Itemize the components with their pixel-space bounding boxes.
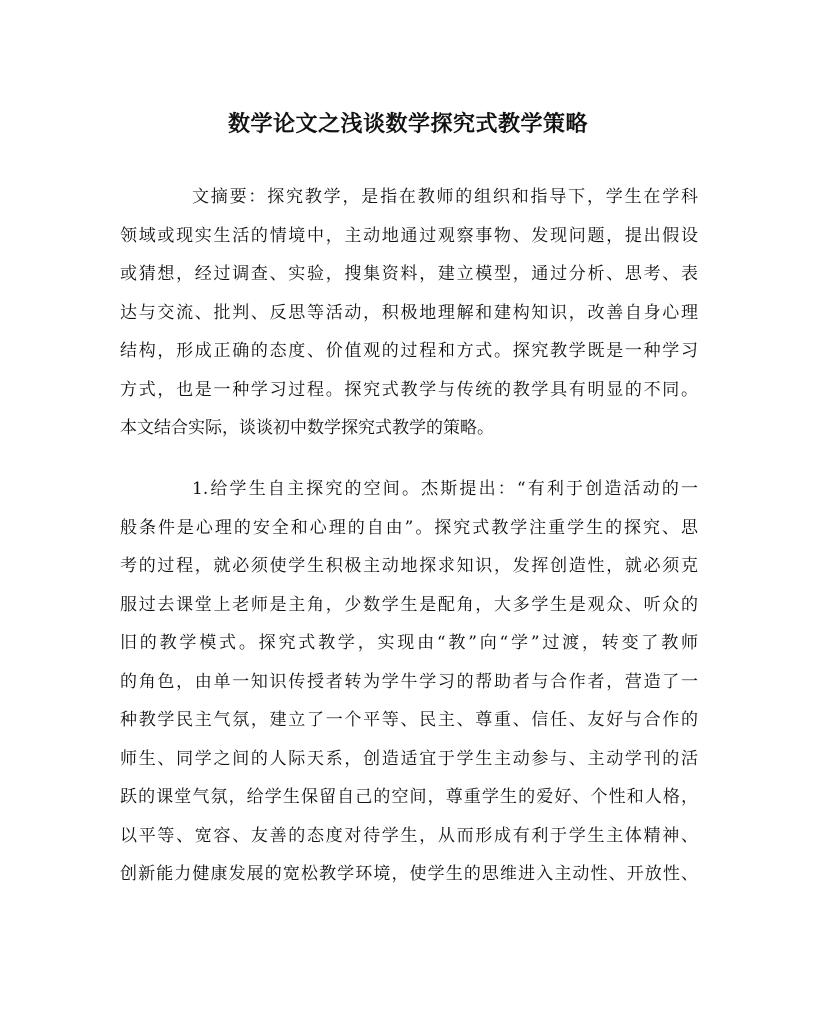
paragraph-line: 跃的课堂气氛，给学生保留自己的空间，尊重学生的爱好、个性和人格， bbox=[120, 787, 698, 807]
paragraph-line: 领域或现实生活的情境中，主动地通过观察事物、发现问题，提出假设 bbox=[120, 225, 698, 246]
paragraph-line: 方式，也是一种学习过程。探究式教学与传统的教学具有明显的不同。 bbox=[120, 379, 698, 400]
paragraph-line: 1.给学生自主探究的空间。杰斯提出：“有利于创造活动的一 bbox=[192, 479, 698, 499]
paragraph-line: 本文结合实际，谈谈初中数学探究式教学的策略。 bbox=[120, 418, 494, 438]
paragraph-line: 以平等、宽容、友善的态度对待学生，从而形成有利于学生主体精神、 bbox=[120, 825, 698, 846]
document-title: 数学论文之浅谈数学探究式教学策略 bbox=[227, 111, 588, 137]
paragraph-line: 种教学民主气氛，建立了一个平等、民主、尊重、信任、友好与合作的 bbox=[120, 710, 698, 730]
paragraph-line: 考的过程，就必须使学生积极主动地探求知识，发挥创造性，就必须克 bbox=[120, 556, 698, 576]
paragraph-line: 创新能力健康发展的宽松教学环境，使学生的思维进入主动性、开放性、 bbox=[120, 864, 698, 884]
paragraph-line: 服过去课堂上老师是主角，少数学生是配角，大多学生是观众、听众的 bbox=[120, 594, 698, 615]
paragraph-line: 师生、同学之间的人际天系，创造适宜于学生主动参与、主动学刊的活 bbox=[120, 748, 698, 769]
paragraph-line: 文摘要：探究教学，是指在教师的组织和指导下，学生在学科 bbox=[192, 187, 698, 207]
abstract-paragraph bbox=[120, 178, 698, 448]
paragraph-line: 的角色，由单一知识传授者转为学牛学习的帮助者与合作者，营造了一 bbox=[120, 671, 698, 692]
paragraph-line: 旧的教学模式。探究式教学，实现由“教”向“学”过渡，转变了教师 bbox=[120, 633, 698, 653]
paragraph-line: 达与交流、批判、反思等活动，积极地理解和建构知识，改善自身心理 bbox=[120, 302, 698, 323]
paragraph-line: 般条件是心理的安全和心理的自由”。探究式教学注重学生的探究、思 bbox=[120, 517, 698, 538]
paragraph-line: 或猜想，经过调查、实验，搜集资料，建立模型，通过分析、思考、表 bbox=[120, 264, 698, 284]
section-1-paragraph bbox=[120, 470, 698, 894]
paragraph-line: 结构，形成正确的态度、价值观的过程和方式。探究教学既是一种学习 bbox=[120, 341, 698, 361]
